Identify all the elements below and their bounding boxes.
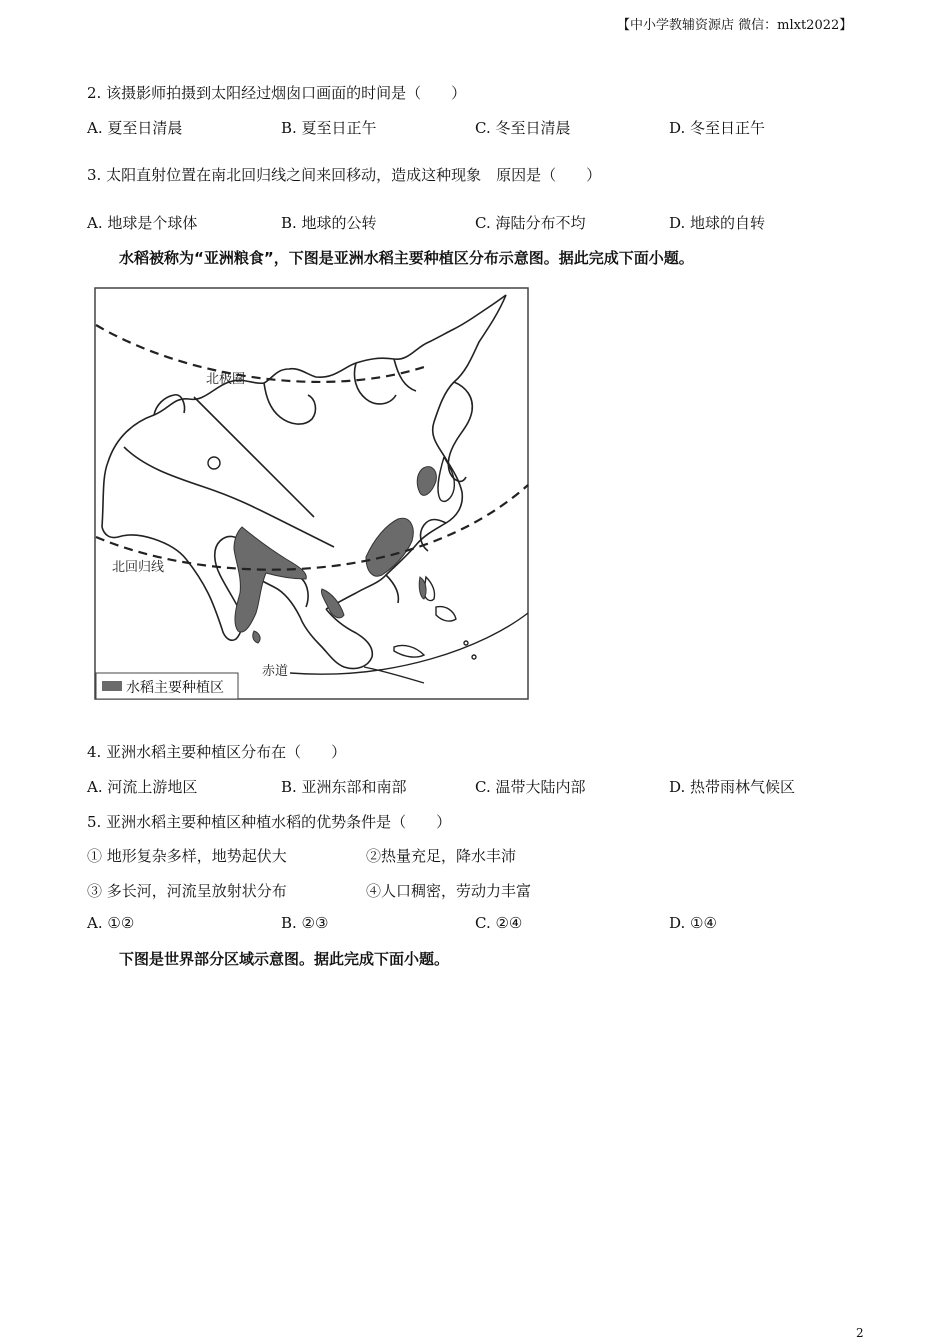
q5-option-d: D. ①④ <box>669 914 717 932</box>
legend-swatch <box>102 681 122 691</box>
arctic-circle-label: 北极圈 <box>206 372 246 387</box>
q5-choice-4: ④人口稠密，劳动力丰富 <box>366 882 532 900</box>
q3-option-d: D. 地球的自转 <box>669 214 766 232</box>
q5-choice-1: ① 地形复杂多样，地势起伏大 <box>87 847 287 865</box>
q2-option-b: B. 夏至日正午 <box>281 119 377 137</box>
q4-option-b: B. 亚洲东部和南部 <box>281 778 407 796</box>
page-number: 2 <box>856 1326 864 1340</box>
intro-paragraph-world-map: 下图是世界部分区域示意图。据此完成下面小题。 <box>119 950 450 968</box>
tropic-of-cancer-label: 北回归线 <box>112 560 165 575</box>
q5-option-c: C. ②④ <box>475 914 523 932</box>
question-2-stem: 2. 该摄影师拍摄到太阳经过烟囱口画面的时间是（ ） <box>87 84 467 102</box>
asia-rice-map <box>94 287 530 701</box>
map-frame <box>95 288 528 699</box>
header-text: 【中小学教辅资源店 微信：mlxt2022】 <box>617 18 853 33</box>
q4-option-a: A. 河流上游地区 <box>87 778 198 796</box>
q5-option-a: A. ①② <box>87 914 135 932</box>
legend-label: 水稻主要种植区 <box>126 680 224 696</box>
q3-option-c: C. 海陆分布不均 <box>475 214 586 232</box>
q5-option-b: B. ②③ <box>281 914 329 932</box>
q2-option-c: C. 冬至日清晨 <box>475 119 571 137</box>
q3-option-b: B. 地球的公转 <box>281 214 377 232</box>
q4-option-d: D. 热带雨林气候区 <box>669 778 796 796</box>
q2-option-d: D. 冬至日正午 <box>669 119 766 137</box>
question-3-stem: 3. 太阳直射位置在南北回归线之间来回移动，造成这种现象 原因是（ ） <box>87 166 602 184</box>
question-5-stem: 5. 亚洲水稻主要种植区种植水稻的优势条件是（ ） <box>87 813 452 831</box>
question-4-stem: 4. 亚洲水稻主要种植区分布在（ ） <box>87 743 347 761</box>
equator-label: 赤道 <box>262 664 289 679</box>
q4-option-c: C. 温带大陆内部 <box>475 778 586 796</box>
intro-paragraph-rice: 水稻被称为“亚洲粮食”，下图是亚洲水稻主要种植区分布示意图。据此完成下面小题。 <box>119 249 694 267</box>
q5-choice-3: ③ 多长河，河流呈放射状分布 <box>87 882 287 900</box>
q3-option-a: A. 地球是个球体 <box>87 214 198 232</box>
q5-choice-2: ②热量充足，降水丰沛 <box>366 847 517 865</box>
q2-option-a: A. 夏至日清晨 <box>87 119 183 137</box>
